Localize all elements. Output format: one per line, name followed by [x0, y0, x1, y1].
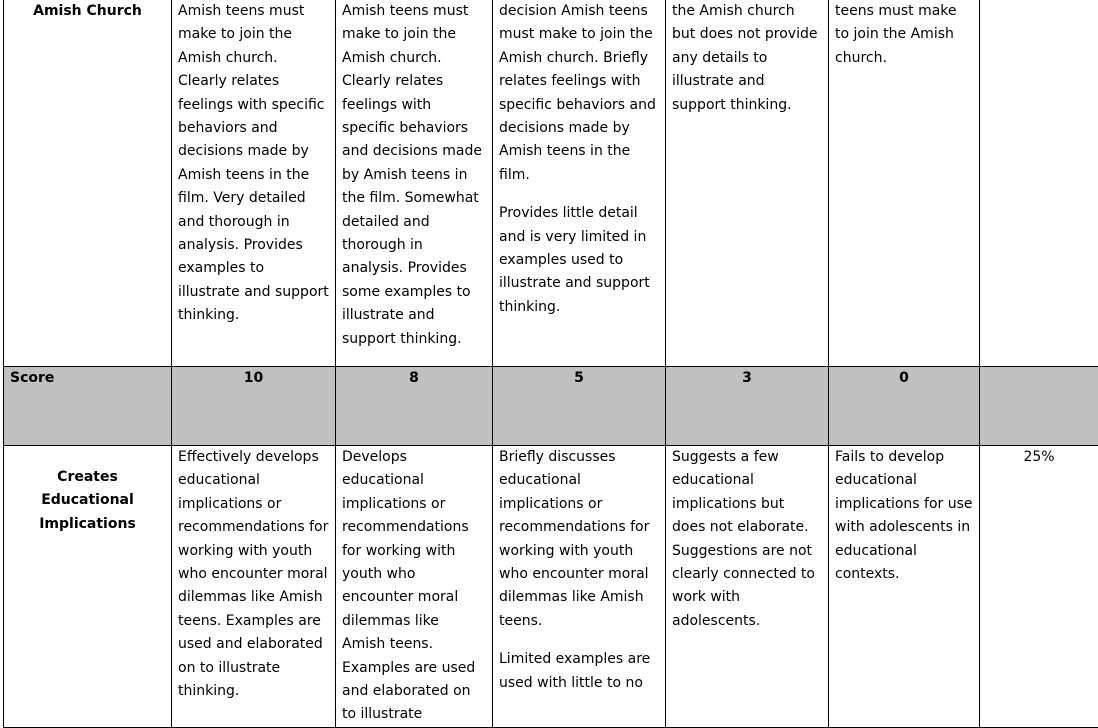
level-cell-developing — [493, 0, 666, 367]
cell-text: Fails to develop educational implications for use with adolescents in educational contexts. — [835, 446, 973, 586]
score-cell: 3 — [666, 367, 829, 446]
cell-text: Develops educational implications or recommendations for working with youth who encounter moral dilemmas like Amish teens. Examples are used and elaborated on to illustrate — [342, 446, 486, 727]
rubric-row-educational-implications — [4, 446, 1098, 728]
cell-text: the Amish church but does not provide any details to illustrate and support thinking. — [672, 0, 822, 117]
score-row — [4, 367, 1098, 446]
level-cell-unsatisfactory — [829, 0, 980, 367]
weight-cell: 25% — [980, 446, 1098, 728]
level-cell-exemplary — [172, 446, 336, 728]
level-cell-unsatisfactory — [829, 446, 980, 728]
cell-text: Limited examples are used with little to no — [499, 648, 659, 695]
level-cell-exemplary — [172, 0, 336, 367]
cell-text: Provides little detail and is very limited in examples used to illustrate and support thinking. — [499, 202, 659, 319]
criterion-cell: Amish Church — [4, 0, 172, 367]
cell-text: Amish teens must make to join the Amish church. Clearly relates feelings with specific behaviors and decisions made by Amish teens in the film. Somewhat detailed and thorough in analysis. Provides some examples to illustrate and support thinking. — [342, 0, 486, 351]
rubric-table — [3, 0, 1098, 728]
level-cell-proficient — [336, 446, 493, 728]
cell-text: Suggests a few educational implications but does not elaborate. Suggestions are not clearly connected to work with adolescents. — [672, 446, 822, 633]
score-cell: 0 — [829, 367, 980, 446]
score-cell: 10 — [172, 367, 336, 446]
score-cell: 8 — [336, 367, 493, 446]
level-cell-proficient — [336, 0, 493, 367]
score-cell: 5 — [493, 367, 666, 446]
level-cell-beginning — [666, 0, 829, 367]
level-cell-beginning — [666, 446, 829, 728]
cell-text: Effectively develops educational implications or recommendations for working with youth who encounter moral dilemmas like Amish teens. Examples are used and elaborated on to illustrate thinking. — [178, 446, 329, 703]
cell-text: Amish teens must make to join the Amish church. Clearly relates feelings with specific behaviors and decisions made by Amish teens in the film. Very detailed and thorough in analysis. Provides examples to illustrate and support thinking. — [178, 0, 329, 328]
score-weight-cell — [980, 367, 1098, 446]
cell-text: teens must make to join the Amish church. — [835, 0, 973, 70]
level-cell-developing — [493, 446, 666, 728]
criterion-cell: Creates Educational Implications — [4, 446, 172, 728]
cell-text: decision Amish teens must make to join the Amish church. Briefly relates feelings with specific behaviors and decisions made by Amish teens in the film. — [499, 0, 659, 187]
weight-cell — [980, 0, 1098, 367]
rubric-row-amish-church — [4, 0, 1098, 367]
cell-text: Briefly discusses educational implications or recommendations for working with youth who encounter moral dilemmas like Amish teens. — [499, 446, 659, 633]
score-label: Score — [4, 367, 172, 446]
